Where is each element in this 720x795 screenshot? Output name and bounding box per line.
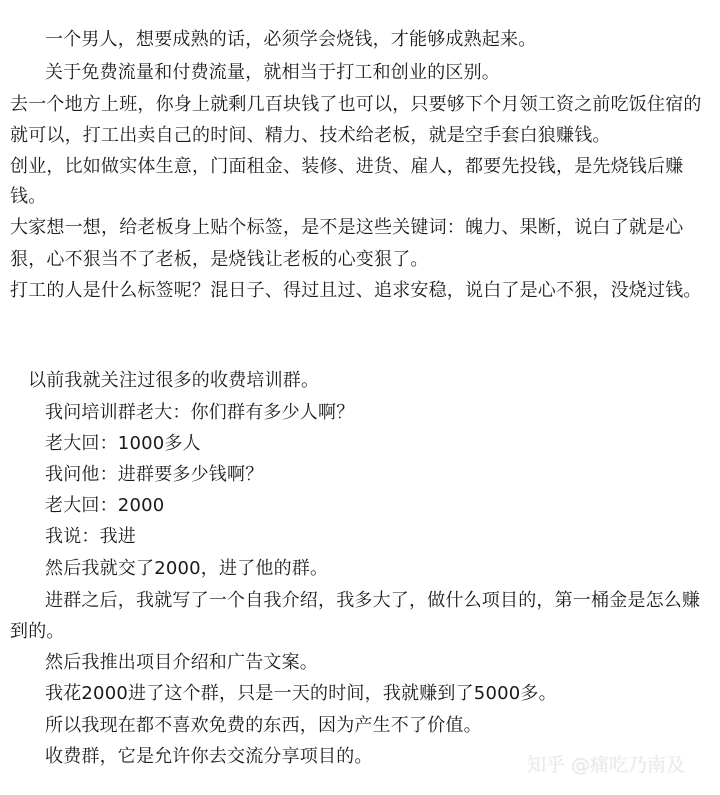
paragraph-line: 到的。	[10, 621, 65, 642]
paragraph-line: 以前我就关注过很多的收费培训群。	[28, 370, 320, 391]
paragraph-line: 老大回：2000	[45, 495, 165, 516]
paragraph-line: 狠，心不狠当不了老板，是烧钱让老板的心变狠了。	[10, 249, 429, 270]
paragraph-line: 打工的人是什么标签呢？混日子、得过且过、追求安稳，说白了是心不狠，没烧过钱。	[10, 280, 702, 301]
paragraph-line: 我问他：进群要多少钱啊？	[45, 464, 264, 485]
paragraph-line: 老大回：1000多人	[45, 433, 201, 454]
paragraph-line: 我问培训群老大：你们群有多少人啊？	[45, 402, 355, 423]
paragraph-line: 去一个地方上班，你身上就剩几百块钱了也可以，只要够下个月领工资之前吃饭住宿的	[10, 94, 702, 115]
paragraph-line: 然后我推出项目介绍和广告文案。	[45, 652, 318, 673]
paragraph-line: 一个男人，想要成熟的话，必须学会烧钱，才能够成熟起来。	[45, 29, 537, 50]
paragraph-line: 进群之后，我就写了一个自我介绍，我多大了，做什么项目的，第一桶金是怎么赚	[45, 590, 701, 611]
paragraph-line: 我说：我进	[45, 526, 136, 547]
paragraph-line: 大家想一想，给老板身上贴个标签，是不是这些关键词：魄力、果断，说白了就是心	[10, 217, 684, 238]
paragraph-line: 所以我现在都不喜欢免费的东西，因为产生不了价值。	[45, 715, 482, 736]
paragraph-line: 就可以，打工出卖自己的时间、精力、技术给老板，就是空手套白狼赚钱。	[10, 125, 611, 146]
paragraph-line: 然后我就交了2000，进了他的群。	[45, 558, 329, 579]
zhihu-watermark: 知乎 @痛吃乃南及	[527, 754, 686, 776]
paragraph-line: 收费群，它是允许你去交流分享项目的。	[45, 746, 373, 767]
paragraph-line: 钱。	[10, 186, 47, 207]
paragraph-line: 我花2000进了这个群，只是一天的时间，我就赚到了5000多。	[45, 683, 557, 704]
paragraph-line: 创业，比如做实体生意，门面租金、装修、进货、雇人，都要先投钱，是先烧钱后赚	[10, 156, 684, 177]
paragraph-line: 关于免费流量和付费流量，就相当于打工和创业的区别。	[45, 62, 500, 83]
